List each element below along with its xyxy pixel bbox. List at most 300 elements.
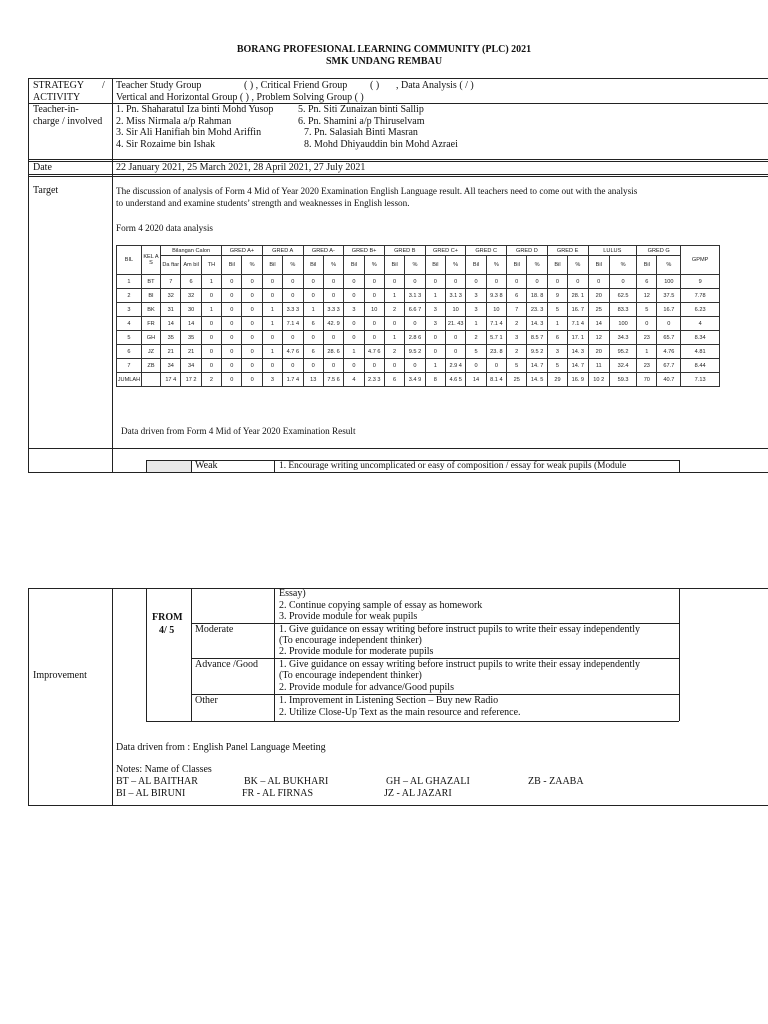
table-cell: 25	[507, 373, 527, 387]
table-cell: 4.76	[657, 345, 681, 359]
table-cell: 8.34	[681, 331, 720, 345]
table-cell: 1	[117, 275, 142, 289]
table-cell: 25	[588, 303, 609, 317]
table-cell: 1	[262, 303, 282, 317]
table-cell: 0	[364, 317, 384, 331]
sub-header: Bil	[425, 256, 445, 275]
table-cell: 0	[242, 317, 262, 331]
grade-group-header: GRED E	[547, 246, 588, 256]
sub-header: Bil	[466, 256, 486, 275]
other-label: Other	[195, 695, 218, 706]
table-row	[117, 275, 720, 289]
table-cell: 16. 7	[568, 303, 588, 317]
target-text-line2: to understand and examine students’ strength and weaknesses in English lesson.	[116, 198, 410, 208]
table-cell: 13	[303, 373, 323, 387]
teacher-label: Teacher-in-	[33, 104, 79, 115]
sub-header: %	[568, 256, 588, 275]
table-cell: 35	[181, 331, 201, 345]
table-cell: 0	[384, 359, 404, 373]
table-cell: 6	[117, 345, 142, 359]
table-cell: 2	[384, 303, 404, 317]
table-cell: 10	[364, 303, 384, 317]
table-cell: 0	[405, 275, 425, 289]
table-cell: 4.7 6	[364, 345, 384, 359]
strategy-option-cfg-mark: ( )	[370, 80, 380, 91]
weak-text: 1. Encourage writing uncomplicated or easy of composition / essay for weak pupils (Module	[279, 461, 627, 471]
table-cell: 0	[466, 275, 486, 289]
table-cell: 5.7 1	[486, 331, 506, 345]
table-cell: 0	[425, 275, 445, 289]
teacher-5: 5. Pn. Siti Zunaizan binti Sallip	[298, 104, 424, 115]
grade-group-header: LULUS	[588, 246, 637, 256]
table-cell: 2.9 4	[446, 359, 466, 373]
sub-header: %	[283, 256, 303, 275]
table-cell: 3	[547, 345, 567, 359]
sub-header: %	[323, 256, 343, 275]
table-cell: 4.7 6	[283, 345, 303, 359]
table-cell: 14	[161, 317, 181, 331]
table-cell: 1	[547, 317, 567, 331]
table-cell: 7.1 4	[283, 317, 303, 331]
table-cell: 0	[547, 275, 567, 289]
table-cell: 0	[323, 289, 343, 303]
table-cell: 2.3 3	[364, 373, 384, 387]
table-cell: 0	[344, 317, 364, 331]
table-cell: 0	[323, 359, 343, 373]
table-cell: 3	[507, 331, 527, 345]
table-cell: 34	[161, 359, 181, 373]
table-cell: 9.5 2	[527, 345, 547, 359]
sub-header: %	[446, 256, 466, 275]
table-cell: 0	[201, 317, 221, 331]
sub-header: %	[486, 256, 506, 275]
table-cell: BI	[141, 289, 160, 303]
panel-source-note: Data driven from : English Panel Language Meeting	[116, 742, 326, 753]
table-cell: 8.1 4	[486, 373, 506, 387]
teacher-1: 1. Pn. Shaharatul Iza binti Mohd Yusop	[116, 104, 274, 115]
table-cell: 1	[637, 345, 657, 359]
weak-label: Weak	[195, 460, 218, 471]
table-cell: 17. 1	[568, 331, 588, 345]
table-cell: 3.4 9	[405, 373, 425, 387]
table-cell: 6	[384, 373, 404, 387]
table-cell: 7.78	[681, 289, 720, 303]
table-cell: 5	[507, 359, 527, 373]
sub-header: %	[657, 256, 681, 275]
table-cell: 7	[117, 359, 142, 373]
table-cell: 12	[637, 289, 657, 303]
table-cell: 1	[262, 317, 282, 331]
sub-header: Bil	[344, 256, 364, 275]
sub-header: %	[527, 256, 547, 275]
table-cell: 0	[303, 289, 323, 303]
table-cell: 5	[547, 359, 567, 373]
table-cell: 9	[547, 289, 567, 303]
table-cell: 14. 7	[527, 359, 547, 373]
table-cell: 0	[486, 359, 506, 373]
grade-group-header: GRED G	[637, 246, 681, 256]
table-cell: 21. 43	[446, 317, 466, 331]
table-cell: 3.1 3	[446, 289, 466, 303]
table-cell: 8.44	[681, 359, 720, 373]
table-cell: 7.1 4	[486, 317, 506, 331]
sub-header: Bil	[303, 256, 323, 275]
table-cell: 0	[262, 289, 282, 303]
table-cell: 5	[637, 303, 657, 317]
table-cell: 1	[384, 331, 404, 345]
table-cell: 0	[364, 331, 384, 345]
table-cell: 0	[527, 275, 547, 289]
sub-header: Bil	[384, 256, 404, 275]
table-cell: 32	[161, 289, 181, 303]
analysis-table	[116, 245, 720, 387]
table-cell: 11	[588, 359, 609, 373]
table-cell: 0	[222, 345, 242, 359]
moderate-3: 2. Provide module for moderate pupils	[279, 646, 434, 657]
table-cell: 6.6 7	[405, 303, 425, 317]
table-cell: 3	[466, 303, 486, 317]
advance-2: (To encourage independent thinker)	[279, 670, 422, 681]
table-cell: 0	[242, 289, 262, 303]
table-row	[117, 289, 720, 303]
table-row	[117, 317, 720, 331]
table-cell: 14. 7	[568, 359, 588, 373]
table-caption: Form 4 2020 data analysis	[116, 223, 213, 233]
table-cell: 2	[201, 373, 221, 387]
grade-group-header: GRED B	[384, 246, 425, 256]
table-cell: 0	[242, 275, 262, 289]
table-cell: 17 2	[181, 373, 201, 387]
table-cell: 0	[242, 345, 262, 359]
table-cell: 7	[507, 303, 527, 317]
table-cell: 3	[466, 289, 486, 303]
weak-continued-1: Essay)	[279, 588, 306, 599]
table-cell: 0	[466, 359, 486, 373]
weak-continued-3: 3. Provide module for weak pupils	[279, 611, 418, 622]
table-cell: 20	[588, 345, 609, 359]
table-cell: 0	[344, 331, 364, 345]
table-cell: 0	[283, 331, 303, 345]
sub-header: Bil	[588, 256, 609, 275]
table-cell: 29	[547, 373, 567, 387]
table-cell: 0	[283, 275, 303, 289]
table-cell: 100	[609, 317, 636, 331]
table-cell: 0	[657, 317, 681, 331]
table-row	[117, 359, 720, 373]
table-cell: 0	[405, 317, 425, 331]
table-cell: 0	[222, 331, 242, 345]
table-cell: 0	[568, 275, 588, 289]
exam-source-note: Data driven from Form 4 Mid of Year 2020 Examination Result	[121, 426, 356, 436]
table-cell: 35	[161, 331, 181, 345]
table-cell: 3.3 3	[323, 303, 343, 317]
table-cell: 7.1 4	[568, 317, 588, 331]
sub-header: %	[609, 256, 636, 275]
table-cell: 65.7	[657, 331, 681, 345]
table-row	[117, 303, 720, 317]
table-cell: 16. 9	[568, 373, 588, 387]
table-cell: 0	[405, 359, 425, 373]
table-cell: 5	[466, 345, 486, 359]
table-cell: 0	[425, 345, 445, 359]
class-bk: BK – AL BUKHARI	[244, 776, 329, 787]
table-cell: 0	[588, 275, 609, 289]
table-cell: 0	[222, 359, 242, 373]
notes-title: Notes: Name of Classes	[116, 764, 212, 775]
table-cell: 0	[323, 331, 343, 345]
sub-header: Da ftar	[161, 256, 181, 275]
target-text-line1: The discussion of analysis of Form 4 Mid of Year 2020 Examination English Language result. All teachers need to come out with the analysis	[116, 186, 638, 196]
table-cell: 12	[588, 331, 609, 345]
table-cell: 2	[466, 331, 486, 345]
table-cell: 95.2	[609, 345, 636, 359]
advance-label: Advance /Good	[195, 659, 259, 670]
table-cell: 6.23	[681, 303, 720, 317]
other-1: 1. Improvement in Listening Section – Buy new Radio	[279, 695, 499, 706]
table-cell: 31	[161, 303, 181, 317]
sub-header: %	[364, 256, 384, 275]
grade-group-header: GRED B+	[344, 246, 385, 256]
strategy-option-vhg-psg: Vertical and Horizontal Group ( ) , Problem Solving Group ( )	[116, 92, 364, 103]
table-cell: 28. 6	[323, 345, 343, 359]
table-cell: 0	[303, 275, 323, 289]
teacher-2: 2. Miss Nirmala a/p Rahman	[116, 116, 232, 127]
date-value: 22 January 2021, 25 March 2021, 28 April 2021, 27 July 2021	[116, 162, 366, 173]
table-cell: 3	[117, 303, 142, 317]
table-cell: 1	[425, 289, 445, 303]
table-cell: 32	[181, 289, 201, 303]
table-cell: 17 4	[161, 373, 181, 387]
table-cell: 10	[486, 303, 506, 317]
table-cell: 16.7	[657, 303, 681, 317]
table-cell: 40.7	[657, 373, 681, 387]
table-row	[117, 331, 720, 345]
grade-group-header: GRED C+	[425, 246, 466, 256]
table-cell: 0	[201, 359, 221, 373]
form-title: BORANG PROFESIONAL LEARNING COMMUNITY (PLC) 2021	[236, 44, 532, 55]
table-cell: 1	[201, 303, 221, 317]
table-cell: 30	[181, 303, 201, 317]
activity-label: ACTIVITY	[33, 92, 81, 103]
table-cell: 0	[344, 275, 364, 289]
table-cell: 5	[547, 303, 567, 317]
moderate-label: Moderate	[195, 624, 234, 635]
table-cell: 0	[446, 345, 466, 359]
table-cell: 28. 1	[568, 289, 588, 303]
table-cell: 1	[262, 345, 282, 359]
table-cell: 0	[364, 275, 384, 289]
table-cell: 83.3	[609, 303, 636, 317]
table-cell: 3.3 3	[283, 303, 303, 317]
weak-continued-2: 2. Continue copying sample of essay as homework	[279, 600, 483, 611]
table-cell: 14	[466, 373, 486, 387]
table-cell: 4	[117, 317, 142, 331]
table-cell: 6	[507, 289, 527, 303]
table-cell: 4	[681, 317, 720, 331]
target-label: Target	[33, 185, 59, 196]
strategy-option-tsg: Teacher Study Group	[116, 80, 202, 91]
table-cell: 14	[181, 317, 201, 331]
table-cell: 0	[446, 275, 466, 289]
table-cell: 5	[117, 331, 142, 345]
table-cell: 8.5 7	[527, 331, 547, 345]
table-cell: 0	[242, 359, 262, 373]
table-cell: 0	[303, 359, 323, 373]
sub-header: TH	[201, 256, 221, 275]
table-cell: 4.81	[681, 345, 720, 359]
table-cell: 70	[637, 373, 657, 387]
table-cell: 2	[117, 289, 142, 303]
sub-header: Bil	[547, 256, 567, 275]
from-label: FROM	[152, 612, 183, 623]
table-cell: 0	[222, 373, 242, 387]
table-cell: 1	[303, 303, 323, 317]
table-cell: 0	[262, 331, 282, 345]
table-cell: 0	[486, 275, 506, 289]
sub-header: Am bil	[181, 256, 201, 275]
table-cell: 14. 3	[527, 317, 547, 331]
table-cell: 3	[425, 303, 445, 317]
class-bt: BT – AL BAITHAR	[116, 776, 198, 787]
table-cell: 0	[222, 289, 242, 303]
table-cell: 6	[547, 331, 567, 345]
table-cell: 0	[201, 345, 221, 359]
strategy-option-data-analysis: , Data Analysis ( / )	[396, 80, 474, 91]
grade-group-header: GPMP	[681, 246, 720, 275]
school-name: SMK UNDANG REMBAU	[325, 56, 443, 67]
table-cell: 0	[222, 303, 242, 317]
table-cell: 7.13	[681, 373, 720, 387]
table-cell: 0	[384, 275, 404, 289]
table-cell: 6	[303, 345, 323, 359]
table-cell: 2.8 6	[405, 331, 425, 345]
teacher-label-2: charge / involved	[33, 116, 103, 127]
teacher-4: 4. Sir Rozaime bin Ishak	[116, 139, 216, 150]
class-gh: GH – AL GHAZALI	[386, 776, 470, 787]
sub-header: %	[405, 256, 425, 275]
table-cell: 0	[364, 359, 384, 373]
table-cell: 32.4	[609, 359, 636, 373]
table-cell: 42. 9	[323, 317, 343, 331]
grade-group-header: GRED C	[466, 246, 507, 256]
col-kelas-header: KEL AS	[141, 246, 160, 275]
table-cell: 6	[181, 275, 201, 289]
table-cell: 0	[242, 331, 262, 345]
advance-1: 1. Give guidance on essay writing before instruct pupils to write their essay independently	[279, 659, 641, 670]
table-cell	[141, 373, 160, 387]
table-cell: 59.3	[609, 373, 636, 387]
table-cell: 0	[609, 275, 636, 289]
class-zb: ZB - ZAABA	[528, 776, 584, 787]
table-cell: 3	[262, 373, 282, 387]
date-label: Date	[33, 162, 52, 173]
moderate-2: (To encourage independent thinker)	[279, 635, 422, 646]
sub-header: Bil	[222, 256, 242, 275]
table-cell: 0	[303, 331, 323, 345]
table-cell: 3.1 3	[405, 289, 425, 303]
table-cell: 14	[588, 317, 609, 331]
table-cell: 0	[384, 317, 404, 331]
class-fr: FR - AL FIRNAS	[242, 788, 314, 799]
table-cell: 6	[303, 317, 323, 331]
table-cell: 62.5	[609, 289, 636, 303]
table-cell: 18. 8	[527, 289, 547, 303]
table-cell: 100	[657, 275, 681, 289]
table-cell: 7	[161, 275, 181, 289]
advance-3: 2. Provide module for advance/Good pupils	[279, 682, 454, 693]
col-bil-header: BIL	[117, 246, 142, 275]
table-cell: ZB	[141, 359, 160, 373]
table-cell: 3	[425, 317, 445, 331]
table-cell: 10	[446, 303, 466, 317]
table-cell: 7.5 6	[323, 373, 343, 387]
table-cell: 0	[507, 275, 527, 289]
sub-header: %	[242, 256, 262, 275]
moderate-1: 1. Give guidance on essay writing before instruct pupils to write their essay independently	[279, 624, 641, 635]
from-form-label: 4/ 5	[159, 625, 175, 636]
table-cell: 0	[262, 359, 282, 373]
table-cell: 0	[323, 275, 343, 289]
table-cell: 0	[344, 359, 364, 373]
table-cell: 6	[637, 275, 657, 289]
table-cell: 10 2	[588, 373, 609, 387]
table-cell: JUMLAH	[117, 373, 142, 387]
table-cell: 23. 3	[527, 303, 547, 317]
class-jz: JZ - AL JAZARI	[384, 788, 452, 799]
table-cell: 2	[507, 345, 527, 359]
strategy-label-slash: /	[102, 80, 105, 91]
table-cell: 1	[344, 345, 364, 359]
table-cell: 1	[201, 275, 221, 289]
table-cell: 0	[344, 289, 364, 303]
grade-group-header: GRED A-	[303, 246, 344, 256]
grade-group-header: Bilangan Calon	[161, 246, 222, 256]
table-cell: BK	[141, 303, 160, 317]
table-cell: 9	[681, 275, 720, 289]
table-cell: 1	[384, 289, 404, 303]
table-cell: 2	[507, 317, 527, 331]
table-cell: 0	[242, 303, 262, 317]
table-cell: 23. 8	[486, 345, 506, 359]
sub-header: Bil	[507, 256, 527, 275]
table-cell: 0	[637, 317, 657, 331]
table-cell: 0	[222, 317, 242, 331]
table-cell: 34.3	[609, 331, 636, 345]
table-cell: 0	[262, 275, 282, 289]
table-cell: 67.7	[657, 359, 681, 373]
teacher-3: 3. Sir Ali Hanifiah bin Mohd Ariffin	[116, 127, 262, 138]
table-cell: 3	[344, 303, 364, 317]
teacher-6: 6. Pn. Shamini a/p Thiruselvam	[298, 116, 425, 127]
strategy-option-cfg: ( ) , Critical Friend Group	[244, 80, 348, 91]
table-cell: 23	[637, 331, 657, 345]
table-cell: 0	[283, 289, 303, 303]
table-cell: 14. 5	[527, 373, 547, 387]
table-cell: 2	[384, 345, 404, 359]
teacher-7: 7. Pn. Salasiah Binti Masran	[304, 127, 418, 138]
table-cell: 0	[446, 331, 466, 345]
sub-header: Bil	[262, 256, 282, 275]
table-cell: 23	[637, 359, 657, 373]
table-cell: 1	[466, 317, 486, 331]
table-cell: 34	[181, 359, 201, 373]
table-cell: FR	[141, 317, 160, 331]
table-row	[117, 345, 720, 359]
table-cell: 14. 3	[568, 345, 588, 359]
table-cell: 4.6 5	[446, 373, 466, 387]
other-2: 2. Utilize Close-Up Text as the main resource and reference.	[279, 707, 521, 718]
table-cell: 0	[425, 331, 445, 345]
